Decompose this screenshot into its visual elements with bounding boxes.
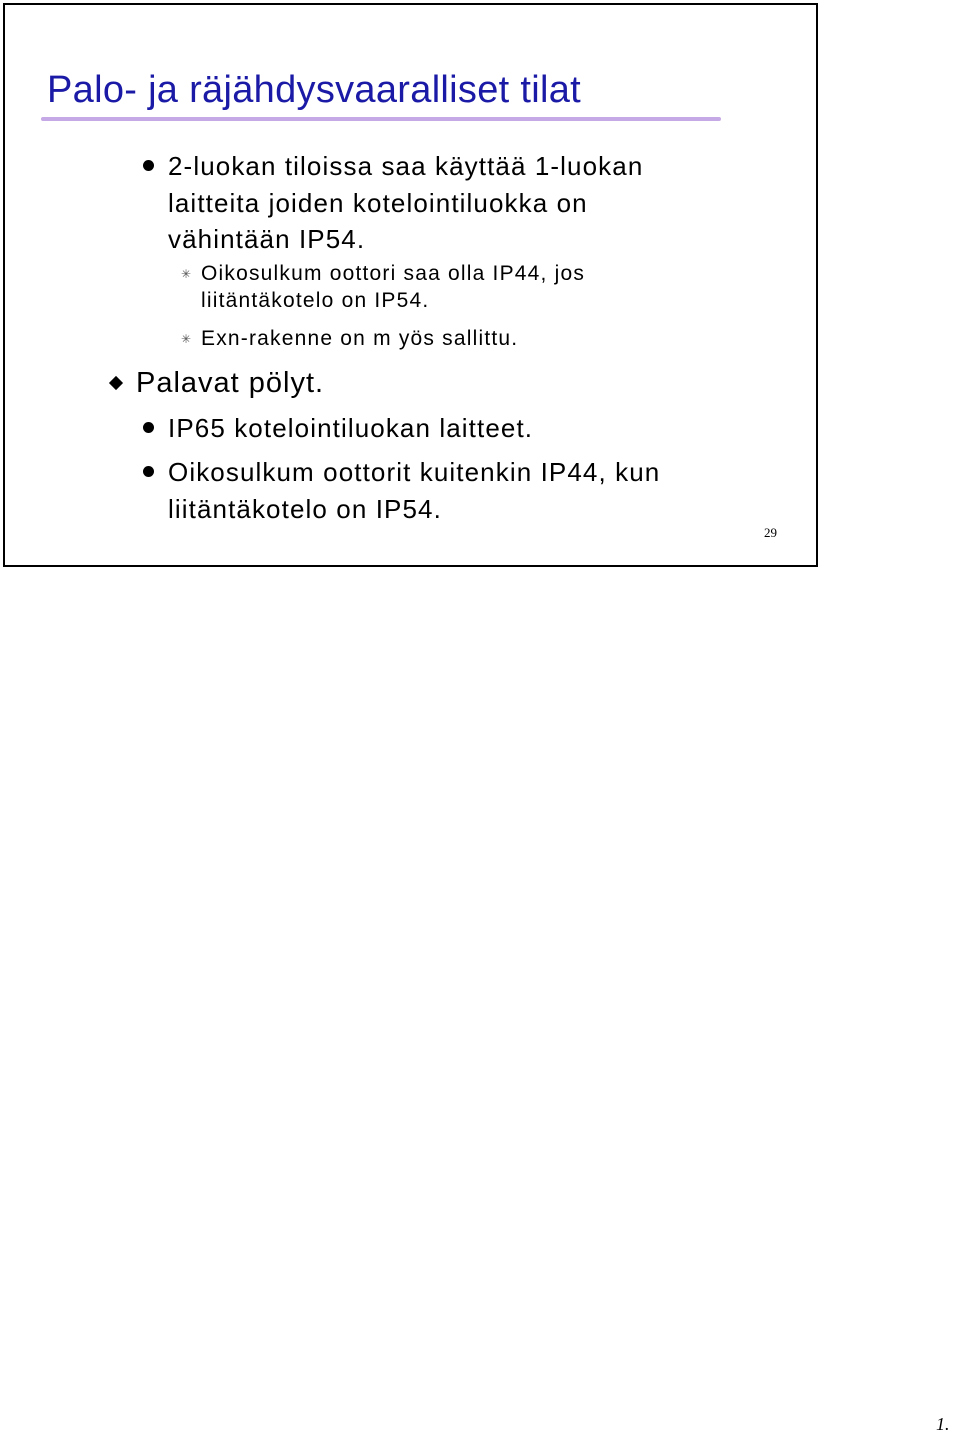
- bullet-text: [201, 261, 585, 314]
- dot-icon: [143, 466, 154, 477]
- bullet-line: Oikosulkum oottori saa olla IP44, jos: [201, 262, 586, 285]
- page-number: 1.: [936, 1414, 950, 1434]
- bullet-line: 2-luokan tiloissa saa käyttää 1-luokan: [168, 151, 644, 181]
- bullet-line: Exn-rakenne on m yös sallittu.: [201, 327, 519, 350]
- bullet-item-4: [109, 365, 324, 401]
- bullet-item-2: [181, 261, 585, 314]
- diamond-icon: [109, 376, 123, 390]
- bullet-line: Palavat pölyt.: [136, 367, 325, 399]
- slide-number: 29: [764, 525, 777, 540]
- slide-title: Palo- ja räjähdysvaaralliset tilat: [47, 69, 581, 111]
- asterisk-icon: ✳: [181, 267, 192, 281]
- slide-frame: [3, 3, 818, 567]
- bullet-line: liitäntäkotelo on IP54.: [168, 493, 442, 524]
- bullet-text: [168, 148, 643, 258]
- asterisk-icon: ✳: [181, 332, 192, 346]
- bullet-text: [168, 410, 533, 447]
- bullet-line: IP65 kotelointiluokan laitteet.: [168, 413, 534, 443]
- bullet-item-3: [181, 326, 518, 353]
- bullet-item-5: [143, 410, 533, 447]
- title-underline: [41, 117, 721, 121]
- bullet-text: [168, 454, 660, 527]
- bullet-item-1: [143, 148, 643, 258]
- bullet-line: vähintään IP54.: [168, 224, 366, 254]
- bullet-line: laitteita joiden kotelointiluokka on: [168, 187, 588, 218]
- bullet-text: [201, 326, 518, 353]
- dot-icon: [143, 160, 154, 171]
- bullet-item-6: [143, 454, 660, 527]
- bullet-line: liitäntäkotelo on IP54.: [201, 288, 430, 312]
- bullet-text: [136, 365, 324, 401]
- bullet-line: Oikosulkum oottorit kuitenkin IP44, kun: [168, 457, 661, 487]
- dot-icon: [143, 422, 154, 433]
